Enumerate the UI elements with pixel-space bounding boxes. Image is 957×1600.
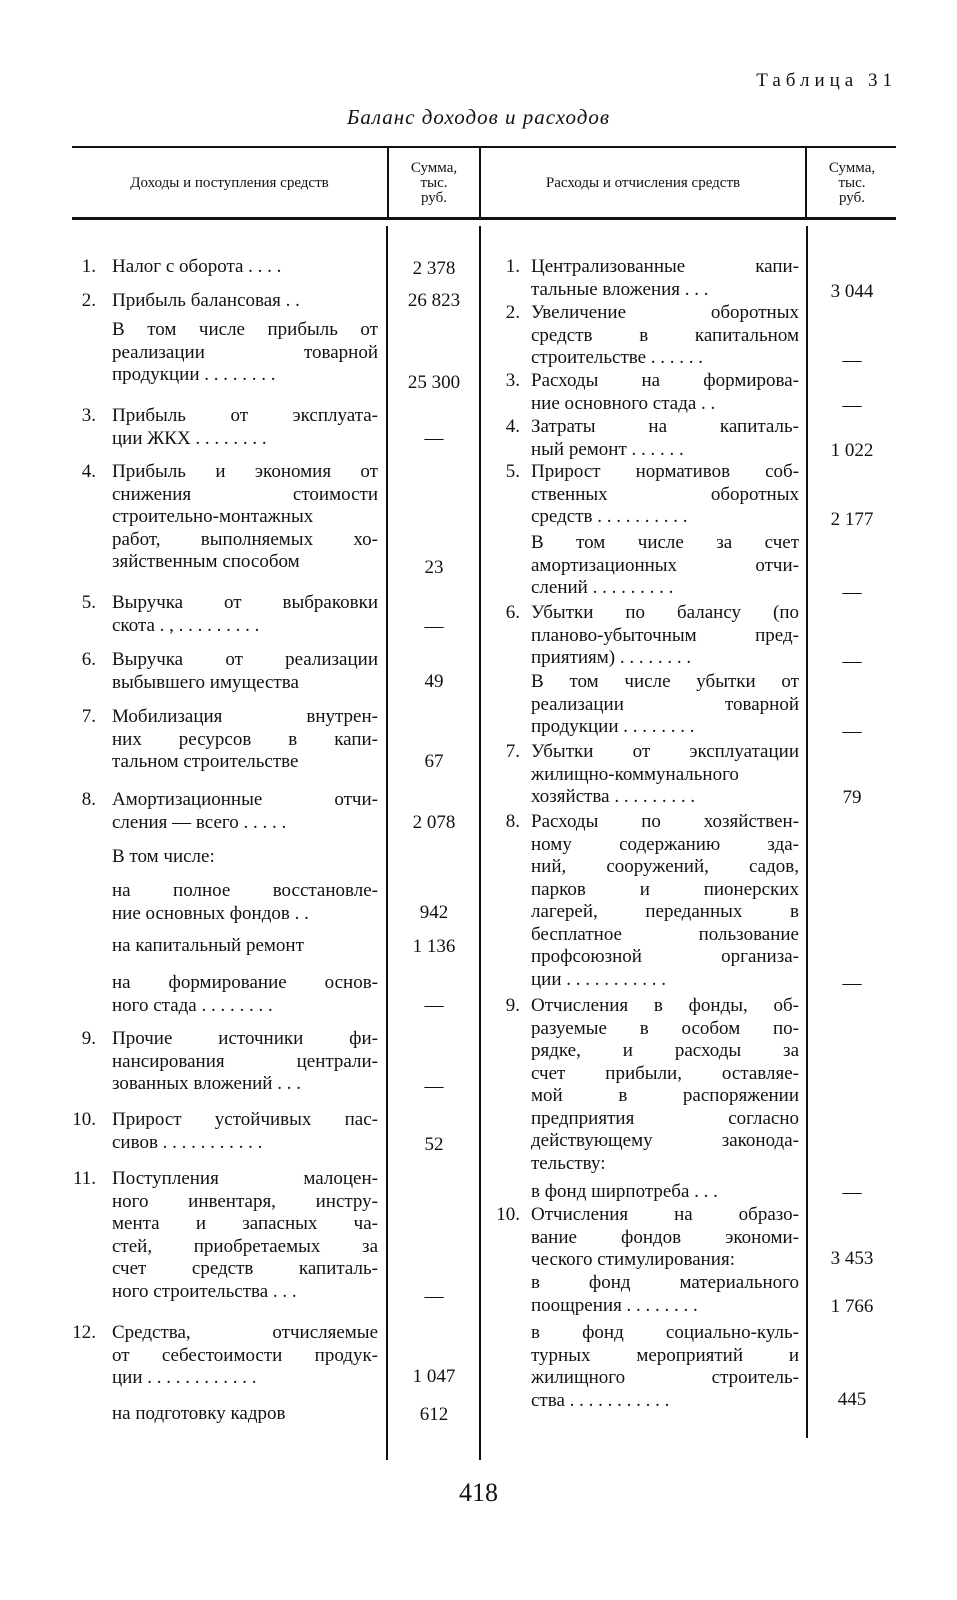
expense-entry-line: ственных оборотных — [531, 483, 799, 505]
header-rule — [72, 217, 896, 220]
expense-entry-line: слений . . . . . . . . . — [531, 577, 674, 598]
expense-entry-line: Расходы на формирова- — [531, 370, 799, 391]
income-amount: — — [424, 995, 444, 1016]
income-entry-line: Прочие источники фи- — [112, 1028, 378, 1049]
expense-entry-line: счет прибыли, оставляе- — [531, 1062, 799, 1084]
income-entry-line: на подготовку кадров — [112, 1403, 286, 1424]
expense-entry-line: ческого стимулирования: — [531, 1249, 735, 1270]
expense-entry-line: бесплатное пользование — [531, 923, 799, 945]
expense-entry-line: ние основного стада . . — [531, 392, 716, 414]
income-entry-text — [112, 1028, 378, 1096]
expense-amount: 3 453 — [830, 1248, 874, 1269]
income-amount: — — [424, 1076, 444, 1097]
expense-entry-number: 9. — [505, 995, 520, 1016]
income-amount: 1 136 — [412, 936, 456, 957]
income-amount: — — [424, 616, 444, 637]
income-entry-text — [112, 880, 378, 925]
income-amount: 23 — [424, 557, 444, 578]
income-entry-text — [112, 1168, 378, 1303]
expense-entry-line: Расходы по хозяйствен- — [531, 811, 799, 832]
expense-entry-line: жилищно-коммунального — [531, 763, 739, 785]
income-entry-number: 11. — [72, 1168, 96, 1189]
top-rule — [72, 146, 896, 148]
expense-entry-line: вание фондов экономи- — [531, 1226, 799, 1248]
expense-entry-line: в фонд ширпотреба . . . — [531, 1181, 718, 1202]
income-entry-line: Прирост устойчивых пас- — [112, 1109, 378, 1130]
income-amount: 612 — [419, 1404, 449, 1425]
expense-entry-text — [531, 602, 799, 670]
income-amount: 49 — [424, 671, 444, 692]
income-amount: — — [424, 1286, 444, 1307]
header-sum-left-line: тыс. — [420, 174, 448, 191]
expense-entry-line: Централизованные капи- — [531, 256, 799, 277]
income-entry-line: на полное восстановле- — [112, 880, 378, 901]
header-sum-left-line: Сумма, — [410, 159, 458, 176]
income-entry-text — [112, 846, 378, 869]
expense-entry-line: Отчисления в фонды, об- — [531, 995, 799, 1016]
expense-entry-line: реализации товарной — [531, 693, 799, 715]
income-amount: 2 078 — [412, 812, 456, 833]
expense-entry-number: 6. — [505, 602, 520, 623]
expense-entry-text — [531, 256, 799, 301]
income-entry-line: сления — всего . . . . . — [112, 811, 287, 833]
income-entry-text — [112, 319, 378, 387]
expense-entry-line: мой в распоряжении — [531, 1085, 799, 1106]
income-entry-line: зяйственным способом — [112, 551, 300, 572]
expense-entry-line: рядке, и расходы за — [531, 1040, 799, 1061]
income-entry-text — [112, 256, 378, 279]
income-entry-line: на капитальный ремонт — [112, 935, 304, 956]
income-entry-line: ного инвентаря, инстру- — [112, 1190, 378, 1212]
income-entry-line: на формирование основ- — [112, 972, 378, 993]
income-amount: 942 — [419, 902, 449, 923]
expense-entry-line: ства . . . . . . . . . . . — [531, 1389, 670, 1411]
expense-entry-line: ции . . . . . . . . . . . — [531, 968, 667, 990]
expense-entry-line: разуемые в особом по- — [531, 1017, 799, 1039]
income-entry-line: В том числе: — [112, 846, 215, 867]
column-divider-3-body — [806, 226, 808, 1438]
expense-entry-number: 8. — [505, 811, 520, 832]
expense-entry-line: профсоюзной организа- — [531, 946, 799, 967]
expense-entry-text — [531, 1272, 799, 1317]
header-sum-right — [808, 150, 896, 216]
income-amount: 1 047 — [412, 1366, 456, 1387]
income-entry-line: продукции . . . . . . . . — [112, 364, 276, 385]
income-entry-line: нансирования централи- — [112, 1050, 378, 1072]
expense-entry-line: приятиям) . . . . . . . . — [531, 647, 692, 668]
expense-entry-line: ному содержанию зда- — [531, 833, 799, 855]
expense-entry-line: парков и пионерских — [531, 878, 799, 900]
income-entry-number: 6. — [81, 649, 96, 670]
expense-entry-number: 2. — [505, 302, 520, 323]
income-entry-line: них ресурсов в капи- — [112, 728, 378, 750]
income-entry-number: 12. — [72, 1322, 96, 1343]
expense-entry-line: амортизационных отчи- — [531, 554, 799, 576]
income-entry-line: ции . . . . . . . . . . . . — [112, 1367, 257, 1388]
expense-entry-line: в фонд материального — [531, 1272, 799, 1293]
income-entry-line: от себестоимости продук- — [112, 1344, 378, 1366]
expense-entry-line: в фонд социально-куль- — [531, 1322, 799, 1343]
expense-amount: — — [842, 582, 862, 603]
expense-entry-line: Увеличение оборотных — [531, 302, 799, 323]
income-entry-line: мента и запасных ча- — [112, 1213, 378, 1234]
income-entry-line: строительно-монтажных — [112, 506, 314, 527]
income-entry-line: сивов . . . . . . . . . . . — [112, 1131, 263, 1153]
income-entry-line: Поступления малоцен- — [112, 1168, 378, 1189]
income-entry-number: 3. — [81, 405, 96, 426]
expense-amount: — — [842, 973, 862, 994]
expense-entry-line: строительстве . . . . . . — [531, 347, 704, 368]
income-entry-number: 5. — [81, 592, 96, 613]
income-entry-text — [112, 405, 378, 450]
expense-entry-line: Убытки от эксплуатации — [531, 741, 799, 762]
expense-entry-number: 1. — [505, 256, 520, 277]
expense-entry-line: предприятия согласно — [531, 1107, 799, 1129]
expense-amount: — — [842, 1182, 862, 1203]
expense-amount: — — [842, 721, 862, 742]
expense-entry-line: действующему законода- — [531, 1130, 799, 1151]
income-entry-line: скота . , . . . . . . . . . — [112, 614, 260, 636]
expense-entry-line: ный ремонт . . . . . . — [531, 438, 684, 460]
expense-entry-text — [531, 1181, 799, 1204]
income-entry-line: Прибыль и экономия от — [112, 461, 378, 482]
income-amount: 25 300 — [407, 372, 461, 393]
expense-entry-text — [531, 811, 799, 991]
expense-entry-text — [531, 370, 799, 415]
income-entry-number: 4. — [81, 461, 96, 482]
income-amount: 67 — [424, 751, 444, 772]
expense-entry-line: жилищного строитель- — [531, 1367, 799, 1388]
expense-entry-text — [531, 302, 799, 370]
expense-amount: 1 766 — [830, 1296, 874, 1317]
income-entry-line: Налог с оборота . . . . — [112, 256, 282, 277]
expense-entry-text — [531, 671, 799, 739]
income-entry-text — [112, 649, 378, 694]
income-entry-number: 8. — [81, 789, 96, 810]
income-entry-number: 7. — [81, 706, 96, 727]
column-divider-2-body — [479, 226, 481, 1460]
expense-amount: 3 044 — [830, 281, 874, 302]
income-amount: — — [424, 428, 444, 449]
expense-entry-line: Затраты на капиталь- — [531, 416, 799, 437]
expense-entry-text — [531, 461, 799, 529]
income-entry-text — [112, 461, 378, 574]
income-entry-line: Выручка от реализации — [112, 649, 378, 670]
expense-entry-line: Убытки по балансу (по — [531, 602, 799, 623]
income-entry-text — [112, 592, 378, 637]
header-sum-right-line: тыс. — [838, 174, 866, 191]
income-amount: 52 — [424, 1134, 444, 1155]
expense-entry-number: 4. — [505, 416, 520, 437]
column-divider-1-body — [386, 226, 388, 1460]
expense-entry-line: средств в капитальном — [531, 324, 799, 346]
income-entry-line: тальном строительстве — [112, 751, 299, 772]
expense-entry-line: В том числе за счет — [531, 532, 799, 553]
expense-entry-line: планово-убыточным пред- — [531, 624, 799, 646]
header-sum-right-line: Сумма, — [828, 159, 876, 176]
income-entry-line: выбывшего имущества — [112, 671, 299, 693]
page-number: 418 — [459, 1478, 498, 1507]
income-entry-line: Прибыль от эксплуата- — [112, 405, 378, 426]
income-entry-line: реализации товарной — [112, 341, 378, 363]
header-expense: Расходы и отчисления средств — [545, 174, 741, 191]
income-entry-text — [112, 935, 378, 958]
expense-entry-line: хозяйства . . . . . . . . . — [531, 786, 696, 807]
expense-entry-text — [531, 416, 799, 461]
income-amount: 2 378 — [412, 258, 456, 279]
expense-entry-number: 7. — [505, 741, 520, 762]
income-entry-text — [112, 1322, 378, 1390]
expense-amount: 2 177 — [830, 509, 874, 530]
expense-entry-number: 10. — [496, 1204, 520, 1225]
income-entry-text — [112, 1403, 378, 1426]
income-entry-number: 10. — [72, 1109, 96, 1130]
income-entry-line: работ, выполняемых хо- — [112, 528, 378, 550]
income-entry-line: ние основных фондов . . — [112, 902, 309, 924]
income-entry-line: Мобилизация внутрен- — [112, 706, 378, 727]
header-sum-left-line: руб. — [421, 189, 447, 206]
expense-amount: 79 — [842, 787, 862, 808]
expense-entry-text — [531, 1322, 799, 1412]
column-divider-3 — [805, 148, 807, 217]
income-entry-line: ного строительства . . . — [112, 1280, 297, 1302]
expense-amount: — — [842, 651, 862, 672]
income-entry-text — [112, 706, 378, 774]
expense-entry-line: продукции . . . . . . . . — [531, 716, 695, 737]
expense-amount: 445 — [837, 1389, 867, 1410]
income-entry-line: снижения стоимости — [112, 483, 378, 505]
expense-entry-line: поощрения . . . . . . . . — [531, 1294, 698, 1316]
table-label: Таблица 31 — [756, 70, 897, 91]
expense-amount: — — [842, 395, 862, 416]
income-amount: 26 823 — [407, 290, 461, 311]
expense-entry-text — [531, 741, 799, 809]
income-entry-line: Амортизационные отчи- — [112, 789, 378, 810]
expense-entry-number: 5. — [505, 461, 520, 482]
expense-amount: — — [842, 350, 862, 371]
header-sum-right-line: руб. — [839, 189, 865, 206]
income-entry-line: Выручка от выбраковки — [112, 592, 378, 613]
income-entry-line: стей, приобретаемых за — [112, 1235, 378, 1257]
expense-amount: 1 022 — [830, 440, 874, 461]
header-sum-left — [389, 150, 479, 216]
income-entry-line: ного стада . . . . . . . . — [112, 994, 273, 1016]
header-income: Доходы и поступления средств — [130, 174, 329, 191]
expense-entry-line: В том числе убытки от — [531, 671, 799, 692]
income-entry-line: Прибыль балансовая . . — [112, 290, 300, 311]
expense-entry-line: Отчисления на образо- — [531, 1204, 799, 1225]
income-entry-text — [112, 290, 378, 313]
expense-entry-line: лагерей, переданных в — [531, 901, 799, 922]
expense-entry-line: тельству: — [531, 1152, 606, 1174]
income-entry-line: Средства, отчисляемые — [112, 1322, 378, 1343]
expense-entry-text — [531, 995, 799, 1175]
income-entry-text — [112, 789, 378, 834]
expense-entry-text — [531, 532, 799, 600]
expense-entry-text — [531, 1204, 799, 1272]
income-entry-line: ции ЖКХ . . . . . . . . — [112, 427, 267, 449]
expense-entry-line: ний, сооружений, садов, — [531, 856, 799, 877]
expense-entry-line: турных мероприятий и — [531, 1344, 799, 1366]
income-entry-number: 9. — [81, 1028, 96, 1049]
income-entry-number: 1. — [81, 256, 96, 277]
income-entry-line: В том числе прибыль от — [112, 319, 378, 340]
expense-entry-number: 3. — [505, 370, 520, 391]
income-entry-line: зованных вложений . . . — [112, 1073, 301, 1094]
table-title: Баланс доходов и расходов — [346, 105, 611, 129]
income-entry-number: 2. — [81, 290, 96, 311]
expense-entry-line: Прирост нормативов соб- — [531, 461, 799, 482]
expense-entry-line: тальные вложения . . . — [531, 278, 709, 300]
expense-entry-line: средств . . . . . . . . . . — [531, 506, 688, 527]
income-entry-text — [112, 1109, 378, 1154]
income-entry-line: счет средств капиталь- — [112, 1258, 378, 1279]
income-entry-text — [112, 972, 378, 1017]
